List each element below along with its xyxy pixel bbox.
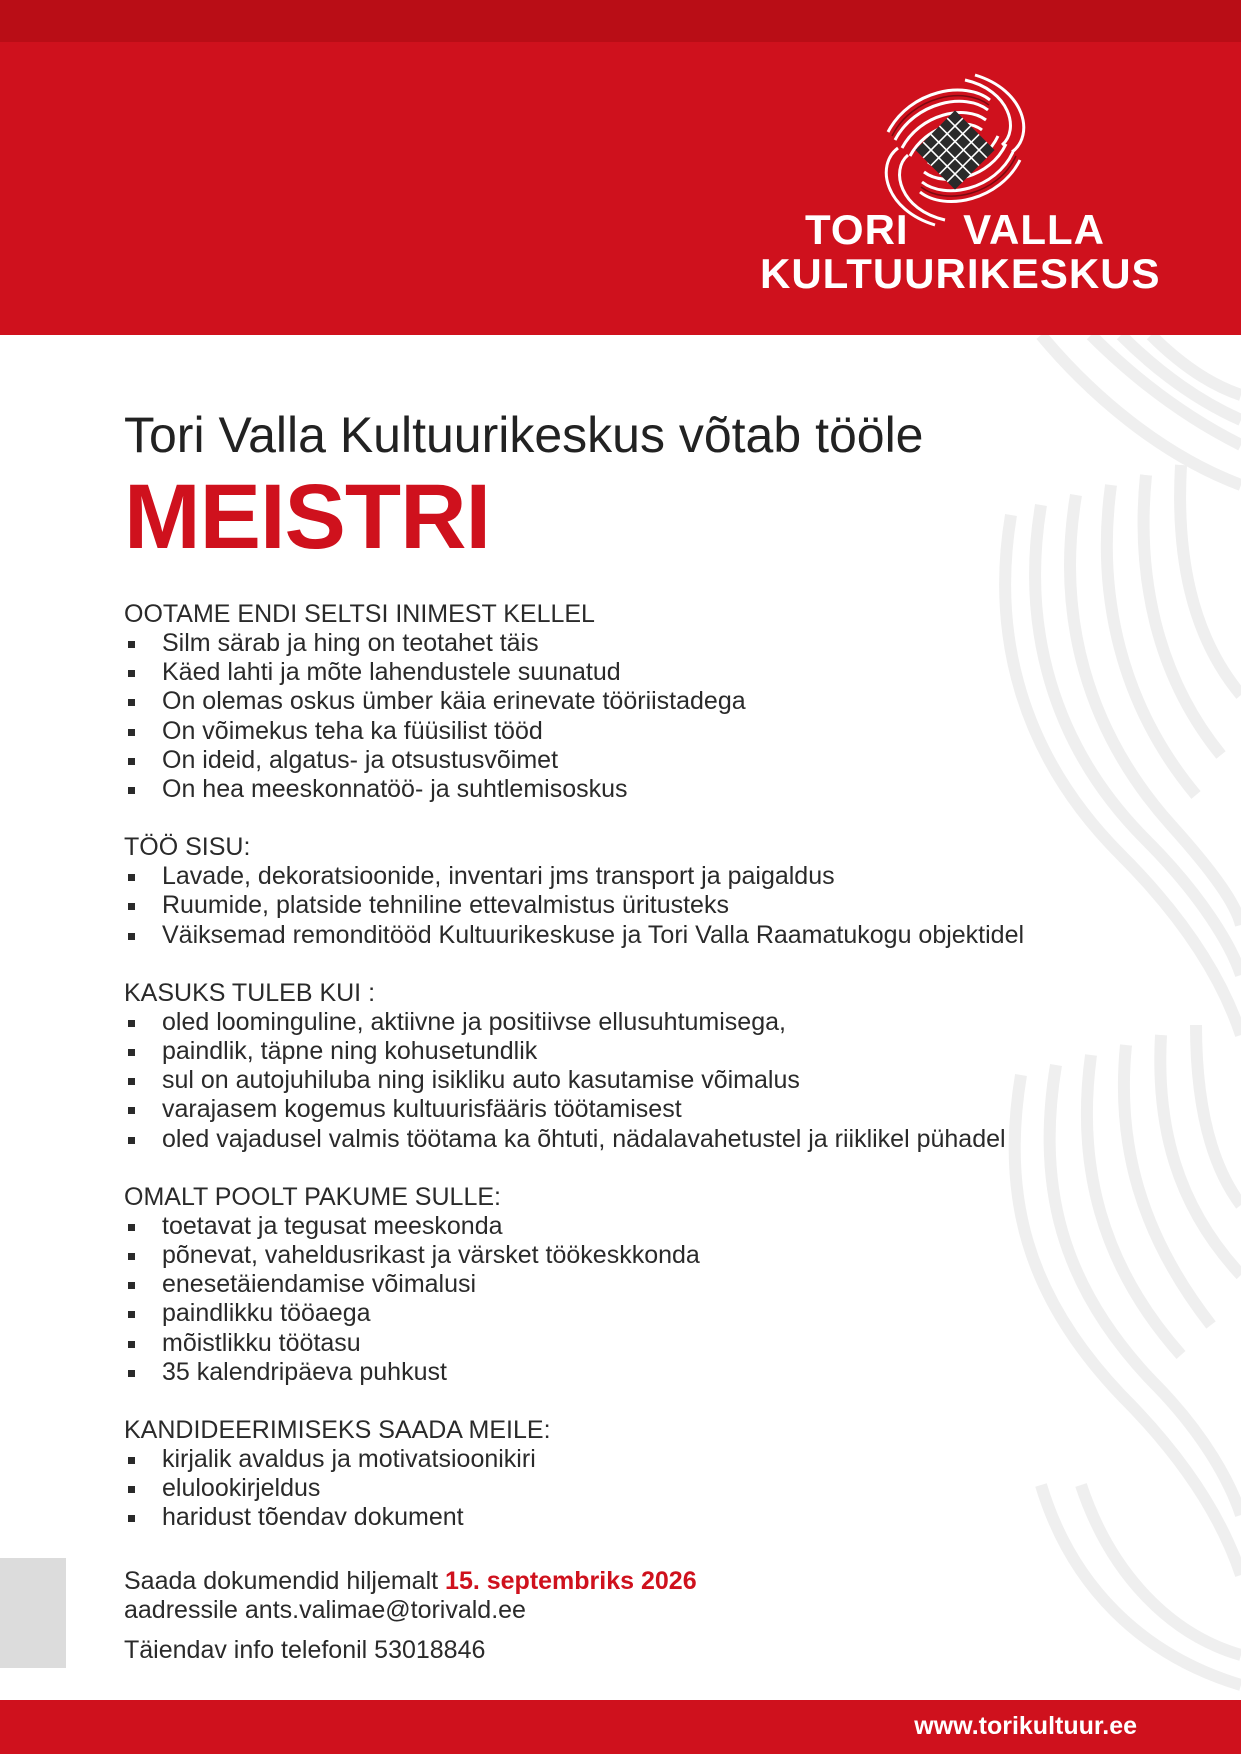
email-line: aadressile ants.valimae@torivald.ee <box>124 1596 526 1624</box>
list-item: toetavat ja tegusat meeskonda <box>124 1212 1124 1241</box>
website-link[interactable]: www.torikultuur.ee <box>914 1712 1137 1740</box>
section-application <box>124 1416 1124 1533</box>
footer-band <box>0 1700 1241 1754</box>
logo-text-line1 <box>805 206 1105 254</box>
logo-text-line2: KULTUURIKESKUS <box>760 250 1161 297</box>
section-heading: OMALT POOLT PAKUME SULLE: <box>124 1182 501 1211</box>
section-job-content <box>124 833 1124 950</box>
job-sections <box>124 600 1124 1533</box>
section-list <box>124 1445 1124 1533</box>
deadline-line <box>124 1567 1024 1596</box>
list-item: oled vajadusel valmis töötama ka õhtuti, nädalavahetustel ja riiklikel pühadel <box>124 1125 1124 1154</box>
list-item: On ideid, algatus- ja otsustusvõimet <box>124 746 1124 775</box>
top-strip <box>0 0 1241 42</box>
list-item: mõistlikku töötasu <box>124 1329 1124 1358</box>
section-heading: OOTAME ENDI SELTSI INIMEST KELLEL <box>124 600 595 628</box>
position-title: MEISTRI <box>124 466 491 568</box>
list-item: Ruumide, platside tehniline ettevalmistus üritusteks <box>124 891 1124 920</box>
deadline-prefix: Saada dokumendid hiljemalt <box>124 1567 446 1595</box>
section-advantages <box>124 979 1124 1154</box>
section-list <box>124 1008 1124 1154</box>
deadline-date: 15. septembriks 2026 <box>445 1567 697 1595</box>
list-item: paindlikku tööaega <box>124 1299 1124 1328</box>
list-item: kirjalik avaldus ja motivatsioonikiri <box>124 1445 1124 1474</box>
side-tab <box>0 1558 66 1668</box>
section-list <box>124 1212 1124 1387</box>
intro-block <box>124 405 1084 567</box>
logo-word-tori: TORI <box>805 206 909 253</box>
list-item: varajasem kogemus kultuurisfääris töötamisest <box>124 1095 1124 1124</box>
section-requirements <box>124 600 1124 804</box>
list-item: sul on autojuhiluba ning isikliku auto kasutamise võimalus <box>124 1066 1124 1095</box>
section-heading: KANDIDEERIMISEKS SAADA MEILE: <box>124 1416 551 1445</box>
list-item: Lavade, dekoratsioonide, inventari jms transport ja paigaldus <box>124 862 1124 891</box>
list-item: Silm särab ja hing on teotahet täis <box>124 629 1124 658</box>
list-item: põnevat, vaheldusrikast ja värsket töökeskkonda <box>124 1241 1124 1270</box>
section-heading: TÖÖ SISU: <box>124 833 251 862</box>
list-item: Väiksemad remonditööd Kultuurikeskuse ja Tori Valla Raamatukogu objektidel <box>124 921 1124 950</box>
logo-word-valla: VALLA <box>963 206 1105 253</box>
list-item: On olemas oskus ümber käia erinevate tööriistadega <box>124 687 1124 716</box>
list-item: oled loominguline, aktiivne ja positiivse ellusuhtumisega, <box>124 1008 1124 1037</box>
list-item: On hea meeskonnatöö- ja suhtlemisoskus <box>124 775 1124 804</box>
page-headline: Tori Valla Kultuurikeskus võtab tööle <box>124 407 924 463</box>
section-offer <box>124 1183 1124 1387</box>
logo <box>740 70 1160 295</box>
section-heading: KASUKS TULEB KUI : <box>124 978 376 1007</box>
list-item: 35 kalendripäeva puhkust <box>124 1358 1124 1387</box>
list-item: elulookirjeldus <box>124 1474 1124 1503</box>
list-item: Käed lahti ja mõte lahendustele suunatud <box>124 658 1124 687</box>
list-item: On võimekus teha ka füüsilist tööd <box>124 717 1124 746</box>
section-list <box>124 862 1124 950</box>
list-item: haridust tõendav dokument <box>124 1503 1124 1532</box>
phone-line: Täiendav info telefonil 53018846 <box>124 1636 486 1664</box>
list-item: paindlik, täpne ning kohusetundlik <box>124 1037 1124 1066</box>
contact-block <box>124 1567 1024 1665</box>
list-item: enesetäiendamise võimalusi <box>124 1270 1124 1299</box>
section-list <box>124 629 1124 804</box>
